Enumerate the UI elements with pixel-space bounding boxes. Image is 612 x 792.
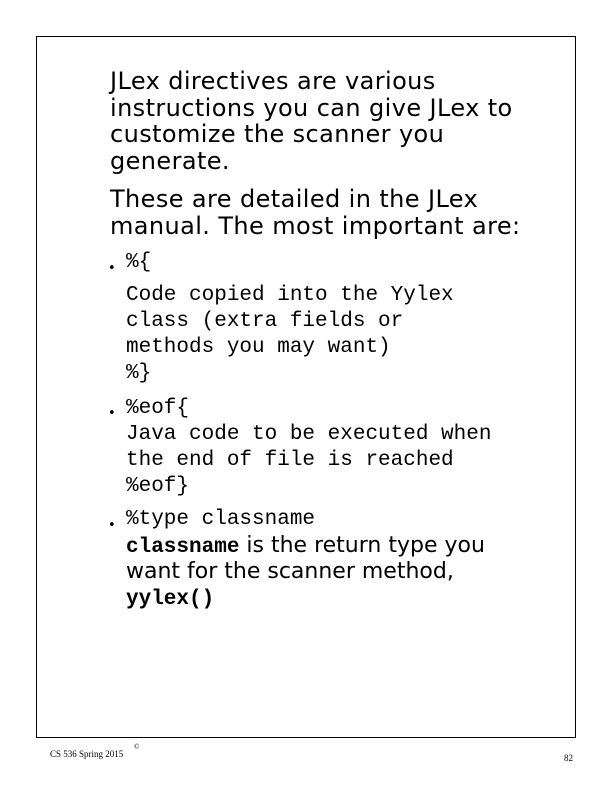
directive-code: %type classname (126, 508, 316, 531)
description-text: is the return type you (239, 533, 485, 558)
detail-line: These are detailed in the JLex (110, 185, 479, 213)
code-line: the end of file is reached (126, 449, 454, 472)
directive-open-code: %{ (126, 251, 152, 274)
detail-line: manual. The most important are: (110, 211, 521, 240)
code-line: Code copied into the Yylex (126, 284, 454, 307)
inline-code: yylex() (126, 588, 215, 611)
intro-line: generate. (110, 146, 230, 175)
description-line: want for the scanner method, (126, 559, 454, 584)
code-line: methods you may want) (126, 336, 391, 359)
directive-close-code: %} (126, 362, 152, 385)
code-line: class (extra fields or (126, 310, 404, 333)
bullet-marker: • (108, 518, 116, 533)
bullet-marker: • (108, 406, 116, 421)
intro-line: customize the scanner you (110, 120, 445, 148)
intro-line: instructions you can give JLex to (110, 93, 513, 122)
bullet-marker: • (108, 261, 116, 276)
page-number: 82 (564, 753, 573, 763)
copyright-symbol: © (134, 743, 140, 751)
detail-paragraph (110, 186, 521, 239)
intro-paragraph (110, 68, 513, 174)
course-footer: CS 536 Spring 2015 (50, 749, 124, 759)
code-line: Java code to be executed when (126, 423, 492, 446)
description-line (126, 533, 485, 561)
directive-close-code: %eof} (126, 475, 190, 498)
inline-code: classname (126, 536, 240, 559)
directive-open-code: %eof{ (126, 397, 190, 420)
intro-line: JLex directives are various (110, 67, 436, 95)
